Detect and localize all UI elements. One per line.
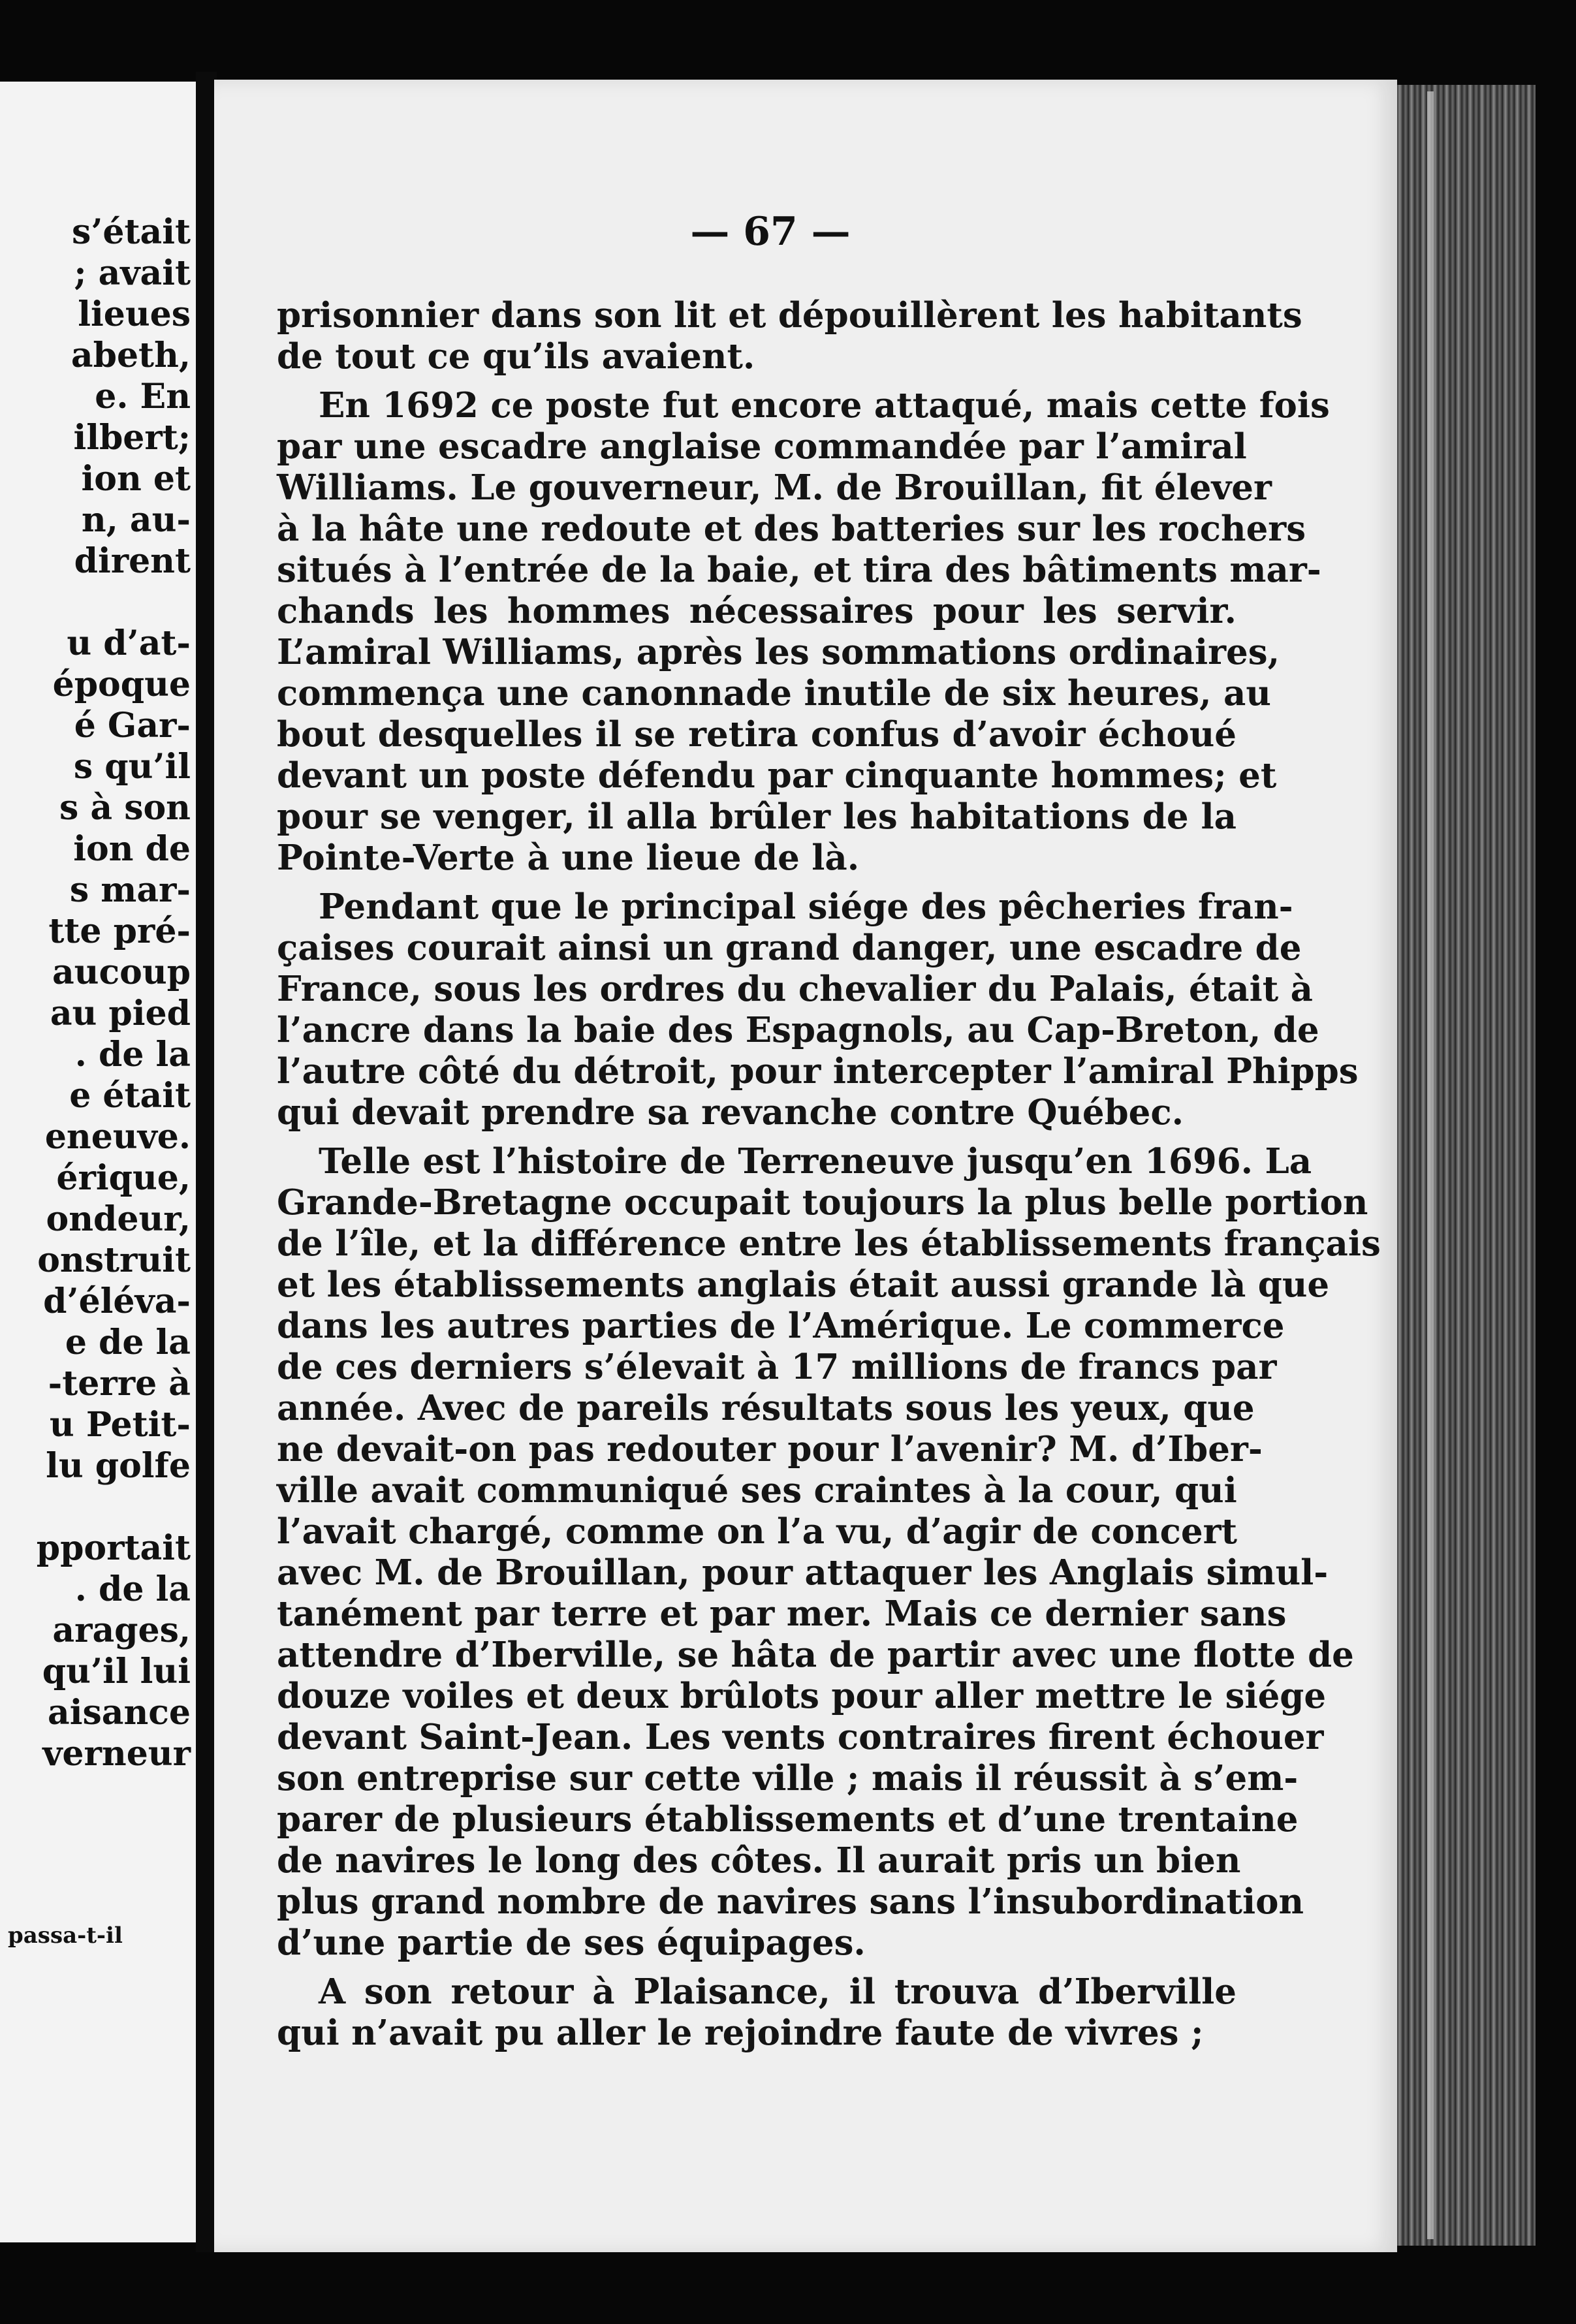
left-page-fragment [0,82,196,2242]
left-page-line: qu’il lui [42,1652,191,1691]
text-line: commença une canonnade inutile de six heures, au [277,673,1271,714]
left-page-line: ion de [73,829,191,869]
text-line: devant Saint-Jean. Les vents contraires firent échouer [277,1717,1324,1757]
text-line: Telle est l’histoire de Terreneuve jusqu’en 1696. La [319,1141,1312,1182]
page-edge-highlight [1427,91,1434,2239]
left-page-line: e de la [65,1323,191,1362]
left-page-line: s qu’il [73,747,191,787]
left-page-line: e. En [95,377,191,416]
text-line: dans les autres parties de l’Amérique. Le commerce [277,1306,1285,1346]
text-line: A son retour à Plaisance, il trouva d’Iberville [319,1971,1237,2012]
paragraph-gap [277,1964,1237,1971]
left-page-line: é Gar- [74,706,191,746]
left-page-line: u d’at- [67,623,191,663]
text-line: pour se venger, il alla brûler les habitations de la [277,796,1237,837]
left-page-line: s mar- [69,870,191,910]
text-line: Pointe-Verte à une lieue de là. [277,838,860,878]
left-page-line: époque [52,665,191,704]
left-page-line: arages, [52,1610,191,1650]
text-line: Pendant que le principal siége des pêcheries fran- [319,887,1293,927]
left-page-line: e était [69,1076,191,1116]
text-line: d’une partie de ses équipages. [277,1923,866,1963]
left-page-line: ilbert; [73,418,191,458]
left-page-line: . de la [74,1035,191,1075]
text-line: l’autre côté du détroit, pour intercepter l’amiral Phipps [277,1051,1359,1091]
paragraph [277,385,1330,879]
text-line: de ces derniers s’élevait à 17 millions de francs par [277,1347,1277,1387]
text-line: de navires le long des côtes. Il aurait pris un bien [277,1840,1241,1881]
page-number: — 67 — [690,209,851,255]
left-page-line: dirent [74,541,191,581]
text-line: situés à l’entrée de la baie, et tira des bâtiments mar- [277,550,1321,590]
text-line: de tout ce qu’ils avaient. [277,336,755,377]
left-page-line: eneuve. [44,1117,191,1157]
text-line: Grande-Bretagne occupait toujours la plus belle portion [277,1182,1368,1223]
text-line: à la hâte une redoute et des batteries sur les rochers [277,509,1306,549]
text-line: ne devait-on pas redouter pour l’avenir? M. d’Iber- [277,1429,1263,1469]
page-edge-stack [1397,85,1536,2246]
body-text [277,295,1381,2054]
left-page-line: u Petit- [49,1405,191,1445]
text-line: l’avait chargé, comme on l’a vu, d’agir de concert [277,1511,1237,1552]
left-page-line: lu golfe [46,1446,191,1486]
text-line: devant un poste défendu par cinquante hommes; et [277,755,1277,796]
paragraph [277,1971,1237,2054]
left-page-line: onstruit [37,1240,191,1280]
paragraph [277,1141,1381,1964]
text-line: bout desquelles il se retira confus d’avoir échoué [277,714,1237,755]
left-page-line: . de la [74,1569,191,1609]
paragraph-gap [277,879,1237,887]
left-page-line: verneur [42,1734,191,1774]
text-line: année. Avec de pareils résultats sous les yeux, que [277,1388,1255,1428]
left-page-line: aucoup [52,952,191,992]
left-page-footnote: passa-t-il [8,1923,123,1949]
left-page-line: aisance [48,1693,191,1733]
text-line: qui n’avait pu aller le rejoindre faute de vivres ; [277,2013,1204,2053]
text-line: çaises courait ainsi un grand danger, une escadre de [277,928,1302,968]
text-line: attendre d’Iberville, se hâta de partir avec une flotte de [277,1635,1354,1675]
left-page-line: tte pré- [48,911,191,951]
text-line: France, sous les ordres du chevalier du Palais, était à [277,969,1313,1009]
left-page-line: ondeur, [46,1199,191,1239]
text-line: son entreprise sur cette ville ; mais il réussit à s’em- [277,1758,1299,1798]
paragraph [277,887,1359,1133]
text-line: avec M. de Brouillan, pour attaquer les Anglais simul- [277,1552,1329,1593]
left-page-line: d’éléva- [43,1281,191,1321]
text-line: prisonnier dans son lit et dépouillèrent les habitants [277,295,1302,336]
left-page-line: ; avait [74,253,191,293]
left-page-line: érique, [56,1158,191,1198]
text-line: L’amiral Williams, après les sommations ordinaires, [277,632,1280,672]
left-page-line: pportait [36,1528,191,1568]
text-line: l’ancre dans la baie des Espagnols, au Cap-Breton, de [277,1010,1319,1050]
left-page-line: lieues [78,294,191,334]
text-line: par une escadre anglaise commandée par l’amiral [277,426,1247,467]
text-line: parer de plusieurs établissements et d’une trentaine [277,1799,1299,1840]
text-line: douze voiles et deux brûlots pour aller mettre le siége [277,1676,1327,1716]
text-line: plus grand nombre de navires sans l’insubordination [277,1881,1304,1922]
left-page-line: s à son [59,788,191,828]
text-line: ville avait communiqué ses craintes à la cour, qui [277,1470,1237,1511]
paragraph-gap [277,1133,1237,1141]
left-page-line: -terre à [48,1364,191,1404]
text-line: qui devait prendre sa revanche contre Québec. [277,1092,1184,1133]
text-line: tanément par terre et par mer. Mais ce dernier sans [277,1594,1287,1634]
left-page-line: abeth, [71,336,191,375]
left-page-line: ion et [81,459,191,499]
text-line: et les établissements anglais était aussi grande là que [277,1264,1330,1305]
left-page-line: n, au- [81,500,191,540]
text-line: de l’île, et la différence entre les établissements français [277,1223,1381,1264]
left-page-line: s’était [72,212,191,252]
paragraph-gap [277,377,1237,385]
text-line: En 1692 ce poste fut encore attaqué, mais cette fois [319,385,1330,426]
text-line: chands les hommes nécessaires pour les servir. [277,591,1237,631]
paragraph [277,295,1302,377]
left-page-line: au pied [50,994,191,1033]
text-line: Williams. Le gouverneur, M. de Brouillan, fit élever [277,467,1272,508]
